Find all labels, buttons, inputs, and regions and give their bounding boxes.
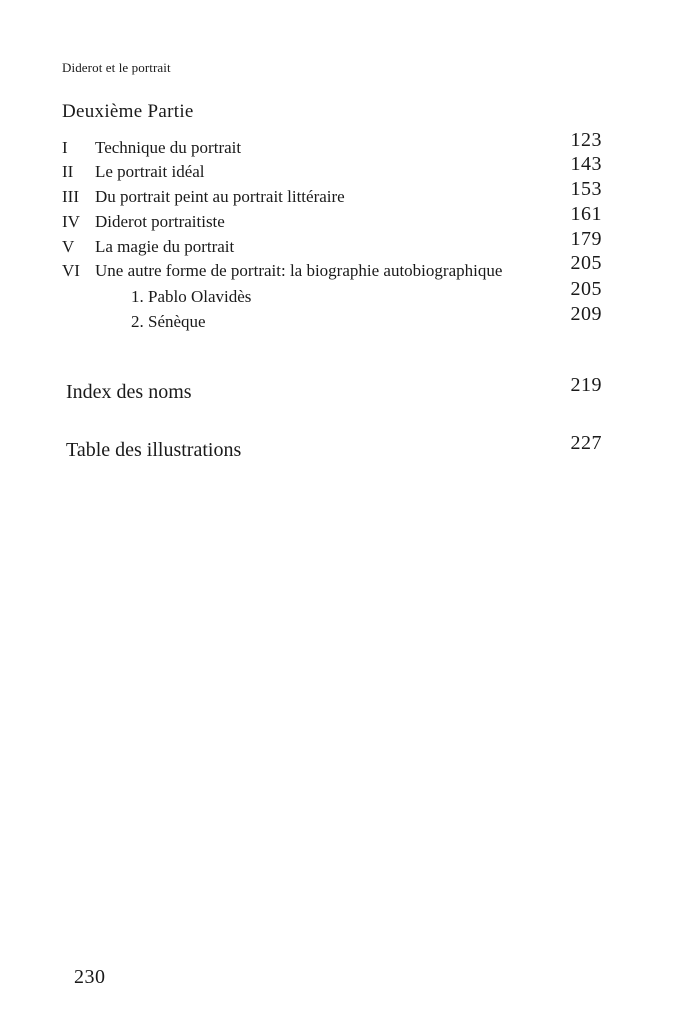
page-reference: 219	[570, 374, 602, 396]
toc-entry-5	[62, 228, 602, 261]
toc-entry-6	[62, 252, 602, 285]
subsection-title: 1. Pablo Olavidès	[131, 287, 252, 306]
page-reference: 205	[570, 278, 602, 300]
toc-entry-3	[62, 178, 602, 211]
chapter-title: Diderot portraitiste	[95, 212, 225, 231]
toc-subentry-2	[62, 303, 602, 336]
chapter-title: Du portrait peint au portrait littéraire	[95, 187, 345, 206]
toc-section-index	[66, 374, 602, 411]
page-reference: 209	[570, 303, 602, 325]
page-reference: 179	[570, 228, 602, 250]
toc-subentry-1	[62, 278, 602, 311]
chapter-title: Une autre forme de portrait: la biographie autobiographique	[95, 261, 503, 280]
page-reference: 205	[570, 252, 602, 274]
page-number: 230	[74, 966, 106, 988]
page-reference: 123	[570, 129, 602, 151]
chapter-number: I	[62, 138, 68, 157]
chapter-number: III	[62, 187, 79, 206]
toc-section-illustrations	[66, 432, 602, 469]
running-head: Diderot et le portrait	[62, 60, 171, 75]
chapter-title: La magie du portrait	[95, 237, 235, 256]
chapter-number: II	[62, 162, 74, 181]
chapter-title: Technique du portrait	[95, 138, 242, 157]
toc-entry-2	[62, 153, 602, 186]
subsection-title: 2. Sénèque	[131, 312, 206, 331]
chapter-number: VI	[62, 261, 80, 280]
page-reference: 143	[570, 153, 602, 175]
page-reference: 161	[570, 203, 602, 225]
part-title: Deuxième Partie	[62, 101, 194, 122]
page-reference: 227	[570, 432, 602, 454]
toc-entry-4	[62, 203, 602, 236]
chapter-number: V	[62, 237, 75, 256]
chapter-title: Le portrait idéal	[95, 162, 205, 181]
section-title: Table des illustrations	[66, 439, 242, 461]
page-reference: 153	[570, 178, 602, 200]
chapter-number: IV	[62, 212, 80, 231]
toc-entry-1	[62, 129, 602, 162]
section-title: Index des noms	[66, 381, 192, 403]
